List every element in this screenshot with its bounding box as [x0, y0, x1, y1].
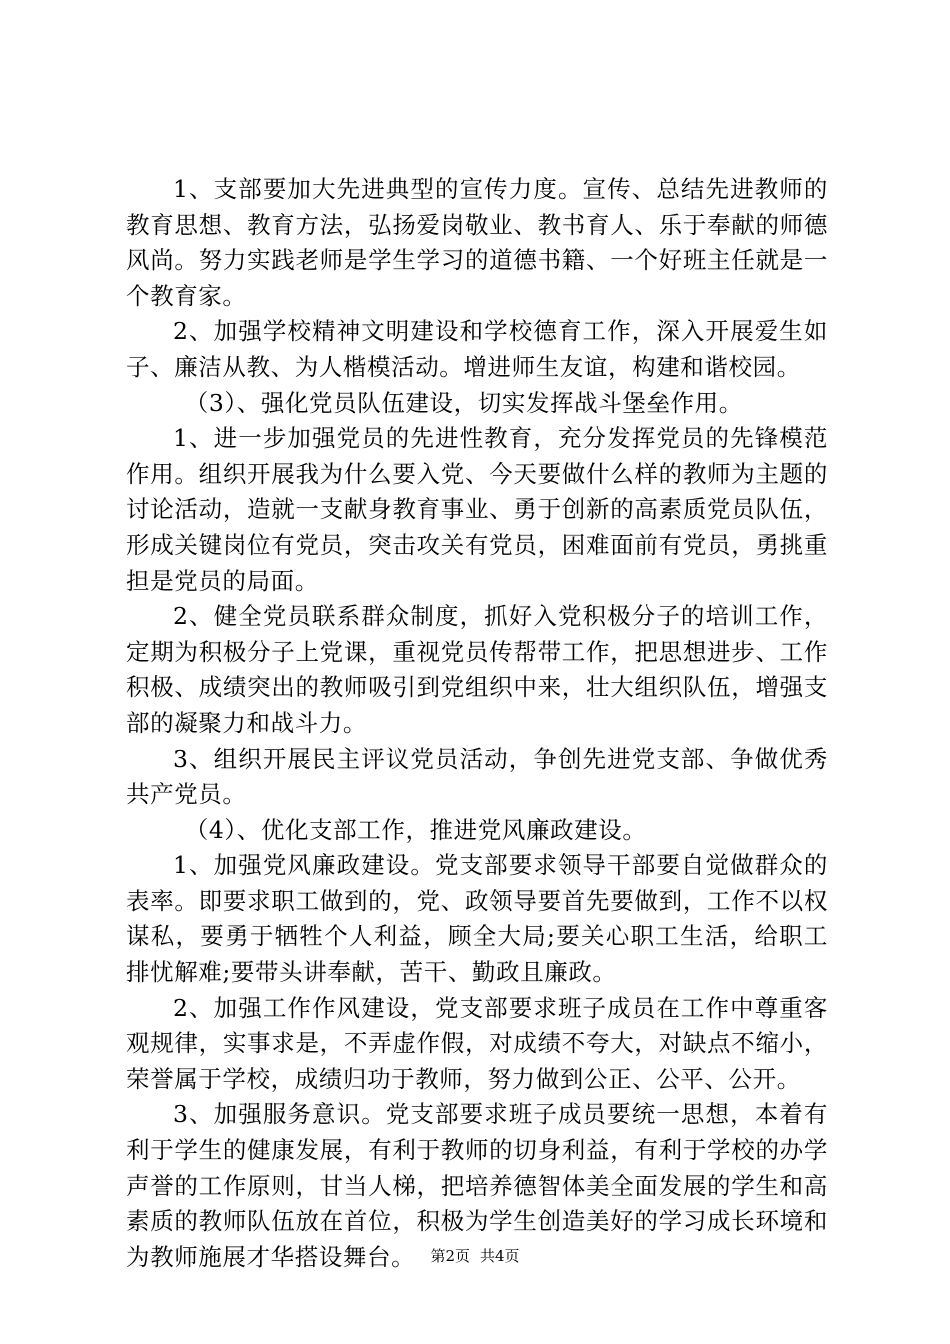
paragraph-item-3-1: 1、进一步加强党员的先进性教育，充分发挥党员的先锋模范作用。组织开展我为什么要入党、今天要做什么样的教师为主题的讨论活动，造就一支献身教育事业、勇于创新的高素质党员队伍，形成关键岗位有党员，突击攻关有党员，困难面前有党员，勇挑重担是党员的局面。	[126, 424, 828, 595]
page-number: 第2页	[430, 1247, 470, 1265]
page-total: 共4页	[480, 1247, 520, 1265]
section-heading-3: （3）、强化党员队伍建设，切实发挥战斗堡垒作用。	[184, 388, 743, 417]
paragraph-item-3-2: 2、健全党员联系群众制度，抓好入党积极分子的培训工作，定期为积极分子上党课，重视党员传帮带工作，把思想进步、工作积极、成绩突出的教师吸引到党组织中来，壮大组织队伍，增强支部的凝聚力和战斗力。	[126, 602, 828, 737]
paragraph-item-2: 2、加强学校精神文明建设和学校德育工作，深入开展爱生如子、廉洁从教、为人楷模活动。增进师生友谊，构建和谐校园。	[126, 317, 828, 381]
paragraph-item-4-3: 3、加强服务意识。党支部要求班子成员要统一思想，本着有利于学生的健康发展，有利于教师的切身利益，有利于学校的办学声誉的工作原则，甘当人梯，把培养德智体美全面发展的学生和高素质的教师队伍放在首位，积极为学生创造美好的学习成长环境和为教师施展才华搭设舞台。	[126, 1100, 828, 1271]
paragraph-item-3-3: 3、组织开展民主评议党员活动，争创先进党支部、争做优秀共产党员。	[126, 744, 828, 809]
paragraph-item-1: 1、支部要加大先进典型的宣传力度。宣传、总结先进教师的教育思想、教育方法，弘扬爱岗敬业、教书育人、乐于奉献的师德风尚。努力实践老师是学生学习的道德书籍、一个好班主任就是一个教育家。	[126, 175, 828, 310]
paragraph-item-4-2: 2、加强工作作风建设，党支部要求班子成员在工作中尊重客观规律，实事求是，不弄虚作假，对成绩不夸大，对缺点不缩小，荣誉属于学校，成绩归功于教师，努力做到公正、公平、公开。	[126, 993, 828, 1093]
paragraph-item-4-1: 1、加强党风廉政建设。党支部要求领导干部要自觉做群众的表率。即要求职工做到的，党、政领导要首先要做到，工作不以权谋私，要勇于牺牲个人利益，顾全大局;要关心职工生活，给职工排忧解难;要带头讲奉献，苦干、勤政且廉政。	[126, 851, 828, 987]
document-body	[126, 172, 828, 1275]
section-heading-4: （4）、优化支部工作，推进党风廉政建设。	[184, 815, 647, 844]
page-footer	[0, 1246, 950, 1266]
